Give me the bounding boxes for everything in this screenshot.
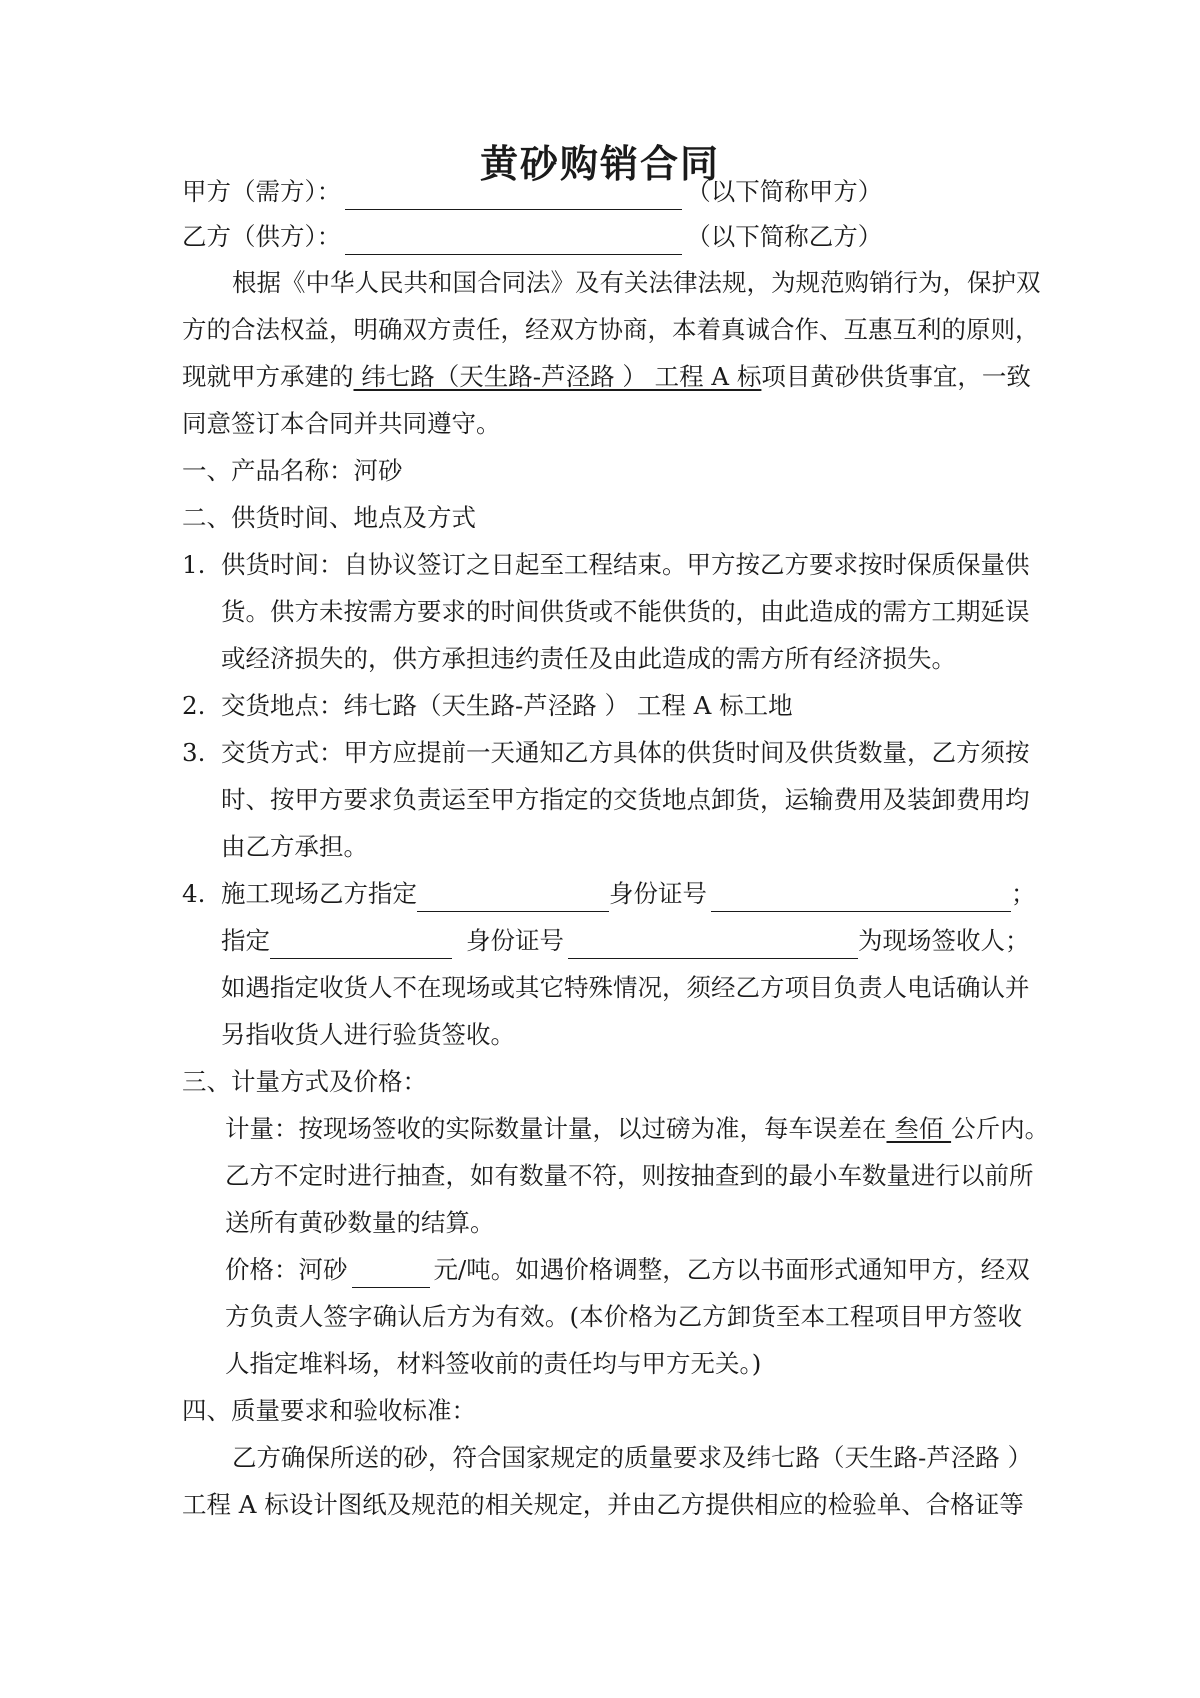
party-b-label: 乙方（供方）： [182, 222, 342, 251]
measure-line-2: 乙方不定时进行抽查，如有数量不符，则按抽查到的最小车数量进行以前所 [225, 1161, 1034, 1190]
party-b-suffix: （以下简称乙方） [686, 222, 883, 251]
site-designee-blank [417, 877, 609, 912]
document-title: 黄砂购销合同 [479, 141, 720, 186]
price-label: 价格：河砂 [225, 1255, 348, 1284]
item-4-line-2 [221, 917, 1030, 965]
item-3-line-1: 交货方式：甲方应提前一天通知乙方具体的供货时间及供货数量，乙方须按 [221, 738, 1030, 767]
item-1-number: 1. [182, 550, 206, 579]
party-b-line [182, 213, 1022, 261]
designee-label: 指定 [221, 926, 270, 955]
intro-line-3-tail: 项目黄砂供货事宜，一致 [761, 362, 1031, 391]
measure-line-3: 送所有黄砂数量的结算。 [225, 1208, 495, 1237]
intro-line-3 [182, 353, 1031, 401]
item-4-line-3: 如遇指定收货人不在现场或其它特殊情况，须经乙方项目负责人电话确认并 [221, 973, 1030, 1002]
tolerance-value: 叁佰 [886, 1114, 952, 1143]
id-number-label-1: 身份证号 [609, 879, 707, 908]
intro-line-3-text: 现就甲方承建的 [182, 362, 354, 391]
measure-text: 计量：按现场签收的实际数量计量，以过磅为准，每车误差在 [225, 1114, 887, 1143]
intro-line-4: 同意签订本合同并共同遵守。 [182, 409, 501, 438]
intro-line-2: 方的合法权益，明确双方责任，经双方协商，本着真诚合作、互惠互利的原则， [182, 315, 1040, 344]
project-name: 纬七路（天生路-芦泾路 ） 工程 A 标 [353, 362, 762, 391]
id-number-label-2: 身份证号 [466, 926, 564, 955]
party-a-line [182, 168, 1022, 216]
price-line-1 [225, 1246, 1030, 1294]
quality-line-2: 工程 A 标设计图纸及规范的相关规定，并由乙方提供相应的检验单、合格证等 [182, 1490, 1024, 1519]
party-a-suffix: （以下简称甲方） [686, 177, 883, 206]
designee-blank [270, 924, 452, 959]
item-3-line-2: 时、按甲方要求负责运至甲方指定的交货地点卸货，运输费用及装卸费用均 [221, 785, 1030, 814]
section-4-heading: 四、质量要求和验收标准： [182, 1396, 476, 1425]
price-text: 元/吨。如遇价格调整，乙方以书面形式通知甲方，经双 [433, 1255, 1030, 1284]
site-designee-label: 施工现场乙方指定 [221, 879, 417, 908]
item-4-number: 4. [182, 879, 206, 908]
id-number-blank-2 [568, 924, 858, 959]
price-blank [352, 1253, 430, 1288]
party-a-blank [345, 175, 682, 210]
party-a-label: 甲方（需方）： [182, 177, 342, 206]
measure-unit: 公斤内。 [951, 1114, 1050, 1143]
item-3-number: 3. [182, 738, 206, 767]
item-4-line-1 [221, 870, 1036, 918]
item-1-line-2: 货。供方未按需方要求的时间供货或不能供货的，由此造成的需方工期延误 [221, 597, 1030, 626]
quality-line-1: 乙方确保所送的砂，符合国家规定的质量要求及纬七路（天生路-芦泾路 ） [232, 1443, 1033, 1472]
intro-line-1: 根据《中华人民共和国合同法》及有关法律法规，为规范购销行为，保护双 [232, 268, 1041, 297]
item-3-line-3: 由乙方承担。 [221, 832, 368, 861]
item-1-line-3: 或经济损失的，供方承担违约责任及由此造成的需方所有经济损失。 [221, 644, 956, 673]
price-line-2: 方负责人签字确认后方为有效。(本价格为乙方卸货至本工程项目甲方签收 [225, 1302, 1022, 1331]
section-2-heading: 二、供货时间、地点及方式 [182, 503, 476, 532]
section-1-heading: 一、产品名称：河砂 [182, 456, 403, 485]
item-1-line-1: 供货时间：自协议签订之日起至工程结束。甲方按乙方要求按时保质保量供 [221, 550, 1030, 579]
item-2-line-1: 交货地点：纬七路（天生路-芦泾路 ） 工程 A 标工地 [221, 691, 793, 720]
id-number-blank-1 [711, 877, 1011, 912]
item-2-number: 2. [182, 691, 206, 720]
measure-line-1 [225, 1105, 1050, 1153]
section-3-heading: 三、计量方式及价格： [182, 1067, 427, 1096]
item-4-line-4: 另指收货人进行验货签收。 [221, 1020, 515, 1049]
line-punctuation: ； [1011, 879, 1036, 908]
site-signer-text: 为现场签收人； [858, 926, 1030, 955]
party-b-blank [345, 220, 682, 255]
price-line-3: 人指定堆料场，材料签收前的责任均与甲方无关。) [225, 1349, 762, 1378]
